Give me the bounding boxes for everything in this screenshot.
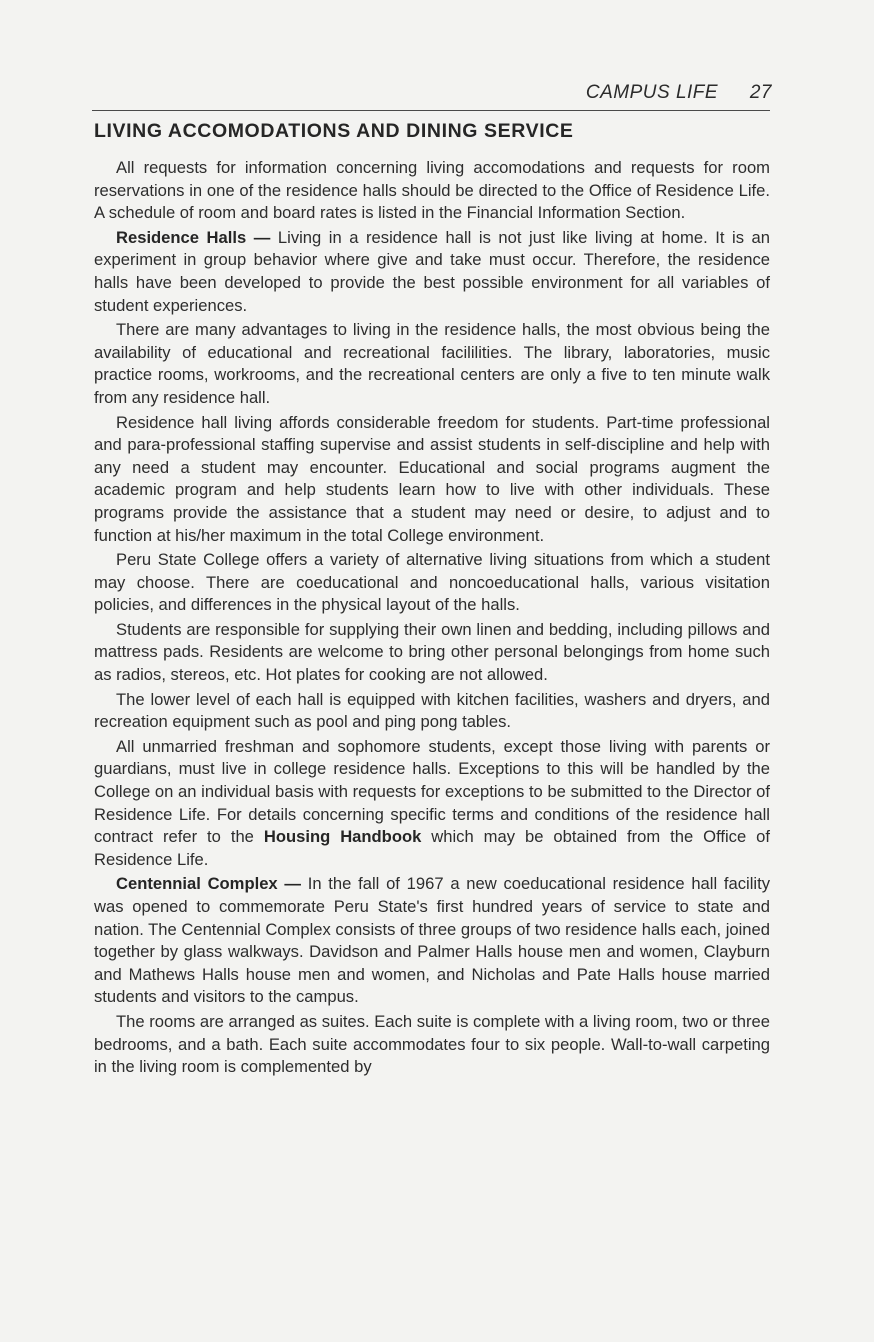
paragraph-suites: The rooms are arranged as suites. Each suite is complete with a living room, two or three bedrooms, and a bath. Each suite accommodates four to six people. Wall-to-wall carpeting in the living room is complemented by (94, 1011, 770, 1077)
paragraph-freedom: Residence hall living affords considerable freedom for students. Part-time professional and para-professional staffing supervise and assist students in self-discipline and help with any need a student may encounter. Educational and social programs augment the academic program and help students learn how to live with other individuals. These programs provide the assistance that a student may need or desire, to adjust and to function at his/her maximum in the total College environment. (94, 412, 770, 545)
paragraph-alternatives: Peru State College offers a variety of alternative living situations from which a student may choose. There are coeducational and noncoeducational halls, various visitation policies, and differences in the physical layout of the halls. (94, 550, 770, 615)
requirements-text-b: which may be obtained from the Office of Residence Life. (94, 827, 770, 869)
paragraph-linen: Students are responsible for supplying their own linen and bedding, including pillows and mattress pads. Residents are welcome to bring other personal belongings from home such as radios, stereos, etc. Hot plates for cooking are not allowed. (94, 619, 770, 685)
paragraph-lower-level: The lower level of each hall is equipped with kitchen facilities, washers and dryers, and recreation equipment such as pool and ping pong tables. (94, 689, 770, 732)
paragraph-residence-halls (94, 227, 770, 317)
residence-halls-text: Living in a residence hall is not just like living at home. It is an experiment in group behavior where give and take must occur. Therefore, the residence halls have been developed to provide the best possible environment for all variables of student experiences. (94, 227, 770, 315)
paragraph-intro: All requests for information concerning living accomodations and requests for room reservations in one of the residence halls should be directed to the Office of Residence Life. A schedule of room and board rates is listed in the Financial Information Section. (94, 158, 770, 223)
residence-halls-label: Residence Halls — (116, 227, 271, 247)
body-content (94, 120, 770, 1081)
paragraph-centennial (94, 873, 770, 1009)
paragraph-advantages: There are many advantages to living in the residence halls, the most obvious being the availability of educational and recreational facililities. The library, laboratories, music practice rooms, workrooms, and the recreational centers are only a five to ten minute walk from any residence hall. (94, 320, 770, 407)
section-title: CAMPUS LIFE (585, 82, 719, 103)
page-number: 27 (749, 82, 772, 103)
housing-handbook-title: Housing Handbook (263, 827, 422, 847)
running-header (586, 82, 772, 104)
paragraph-requirements (94, 736, 770, 872)
header-rule (92, 110, 770, 111)
centennial-label: Centennial Complex — (116, 874, 301, 894)
section-heading: LIVING ACCOMODATIONS AND DINING SERVICE (94, 120, 574, 142)
requirements-text-a: All unmarried freshman and sophomore students, except those living with parents or guardians, must live in college residence halls. Exceptions to this will be handled by the College on an individual basis with requests for exceptions to be submitted to the Director of Residence Life. For details concerning specific terms and conditions of the residence hall contract refer to the (94, 736, 770, 847)
centennial-text: In the fall of 1967 a new coeducational residence hall facility was opened to commemorate Peru State's first hundred years of service to state and nation. The Centennial Complex consists of three groups of two residence halls each, joined together by glass walkways. Davidson and Palmer Halls house men and women, Clayburn and Mathews Halls house men and women, and Nicholas and Pate Halls house married students and visitors to the campus. (94, 874, 770, 1007)
